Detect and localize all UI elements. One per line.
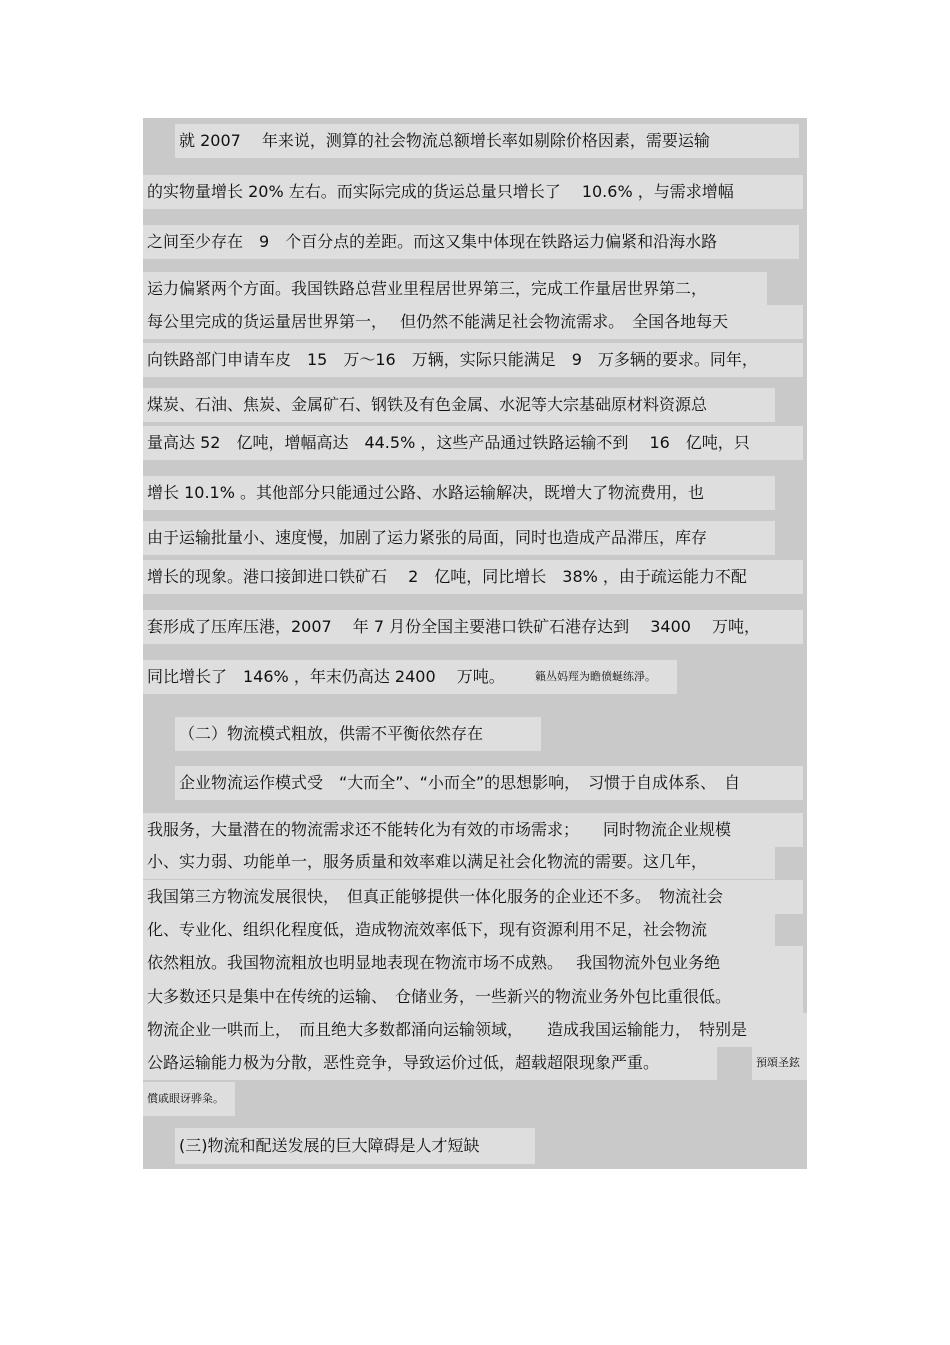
garbled-text: 預頌圣鉉	[752, 1046, 807, 1080]
text-line: 公路运输能力极为分散，恶性竞争，导致运价过低，超载超限现象严重。	[143, 1046, 717, 1080]
text-line: 企业物流运作模式受 “大而全”、“小而全”的思想影响， 习惯于自成体系、 自	[175, 766, 803, 800]
text-line: 小、实力弱、功能单一，服务质量和效率难以满足社会化物流的需要。这几年，	[143, 845, 775, 879]
text-line: 运力偏紧两个方面。我国铁路总营业里程居世界第三，完成工作量居世界第二，	[143, 272, 767, 306]
text-line: 依然粗放。我国物流粗放也明显地表现在物流市场不成熟。 我国物流外包业务绝	[143, 946, 803, 980]
text-line: 每公里完成的货运量居世界第一， 但仍然不能满足社会物流需求。 全国各地每天	[143, 305, 803, 339]
text-line: 增长 10.1% 。其他部分只能通过公路、水路运输解决，既增大了物流费用，也	[143, 476, 775, 510]
text-line: 增长的现象。港口接卸进口铁矿石 2 亿吨，同比增长 38% ，由于疏运能力不配	[143, 560, 803, 594]
section-heading: （二）物流模式粗放，供需不平衡依然存在	[175, 717, 541, 751]
garbled-text: 籟丛妈羥为瞻偾蜒练淨。	[531, 660, 677, 694]
text-line: 之间至少存在 9 个百分点的差距。而这又集中体现在铁路运力偏紧和沿海水路	[143, 225, 799, 259]
text-line: 由于运输批量小、速度慢，加剧了运力紧张的局面，同时也造成产品滞压，库存	[143, 521, 775, 555]
text-line: 向铁路部门申请车皮 15 万～16 万辆，实际只能满足 9 万多辆的要求。同年，	[143, 343, 803, 377]
text-line: 大多数还只是集中在传统的运输、 仓储业务，一些新兴的物流业务外包比重很低。	[143, 980, 803, 1014]
garbled-text: 償戚眼讶骅粂。	[143, 1082, 235, 1116]
text-line: 我服务，大量潜在的物流需求还不能转化为有效的市场需求； 同时物流企业规模	[143, 813, 803, 847]
text-line: 就 2007 年来说，测算的社会物流总额增长率如剔除价格因素，需要运输	[175, 124, 799, 158]
text-line: 的实物量增长 20% 左右。而实际完成的货运总量只增长了 10.6% ，与需求增幅	[143, 175, 803, 209]
text-line: 物流企业一哄而上， 而且绝大多数都涌向运输领域， 造成我国运输能力， 特别是	[143, 1013, 807, 1047]
text-line: 煤炭、石油、焦炭、金属矿石、钢铁及有色金属、水泥等大宗基础原材料资源总	[143, 388, 775, 422]
text-line: 我国第三方物流发展很快， 但真正能够提供一体化服务的企业还不多。 物流社会	[143, 880, 803, 914]
text-line: 量高达 52 亿吨，增幅高达 44.5% ，这些产品通过铁路运输不到 16 亿吨，只	[143, 426, 803, 460]
text-line: 同比增长了 146% ，年末仍高达 2400 万吨。	[143, 660, 531, 694]
text-line: 化、专业化、组织化程度低，造成物流效率低下，现有资源利用不足，社会物流	[143, 913, 775, 947]
section-heading: (三)物流和配送发展的巨大障碍是人才短缺	[175, 1128, 535, 1164]
text-line: 套形成了压库压港，2007 年 7 月份全国主要港口铁矿石港存达到 3400 万吨，	[143, 610, 803, 644]
